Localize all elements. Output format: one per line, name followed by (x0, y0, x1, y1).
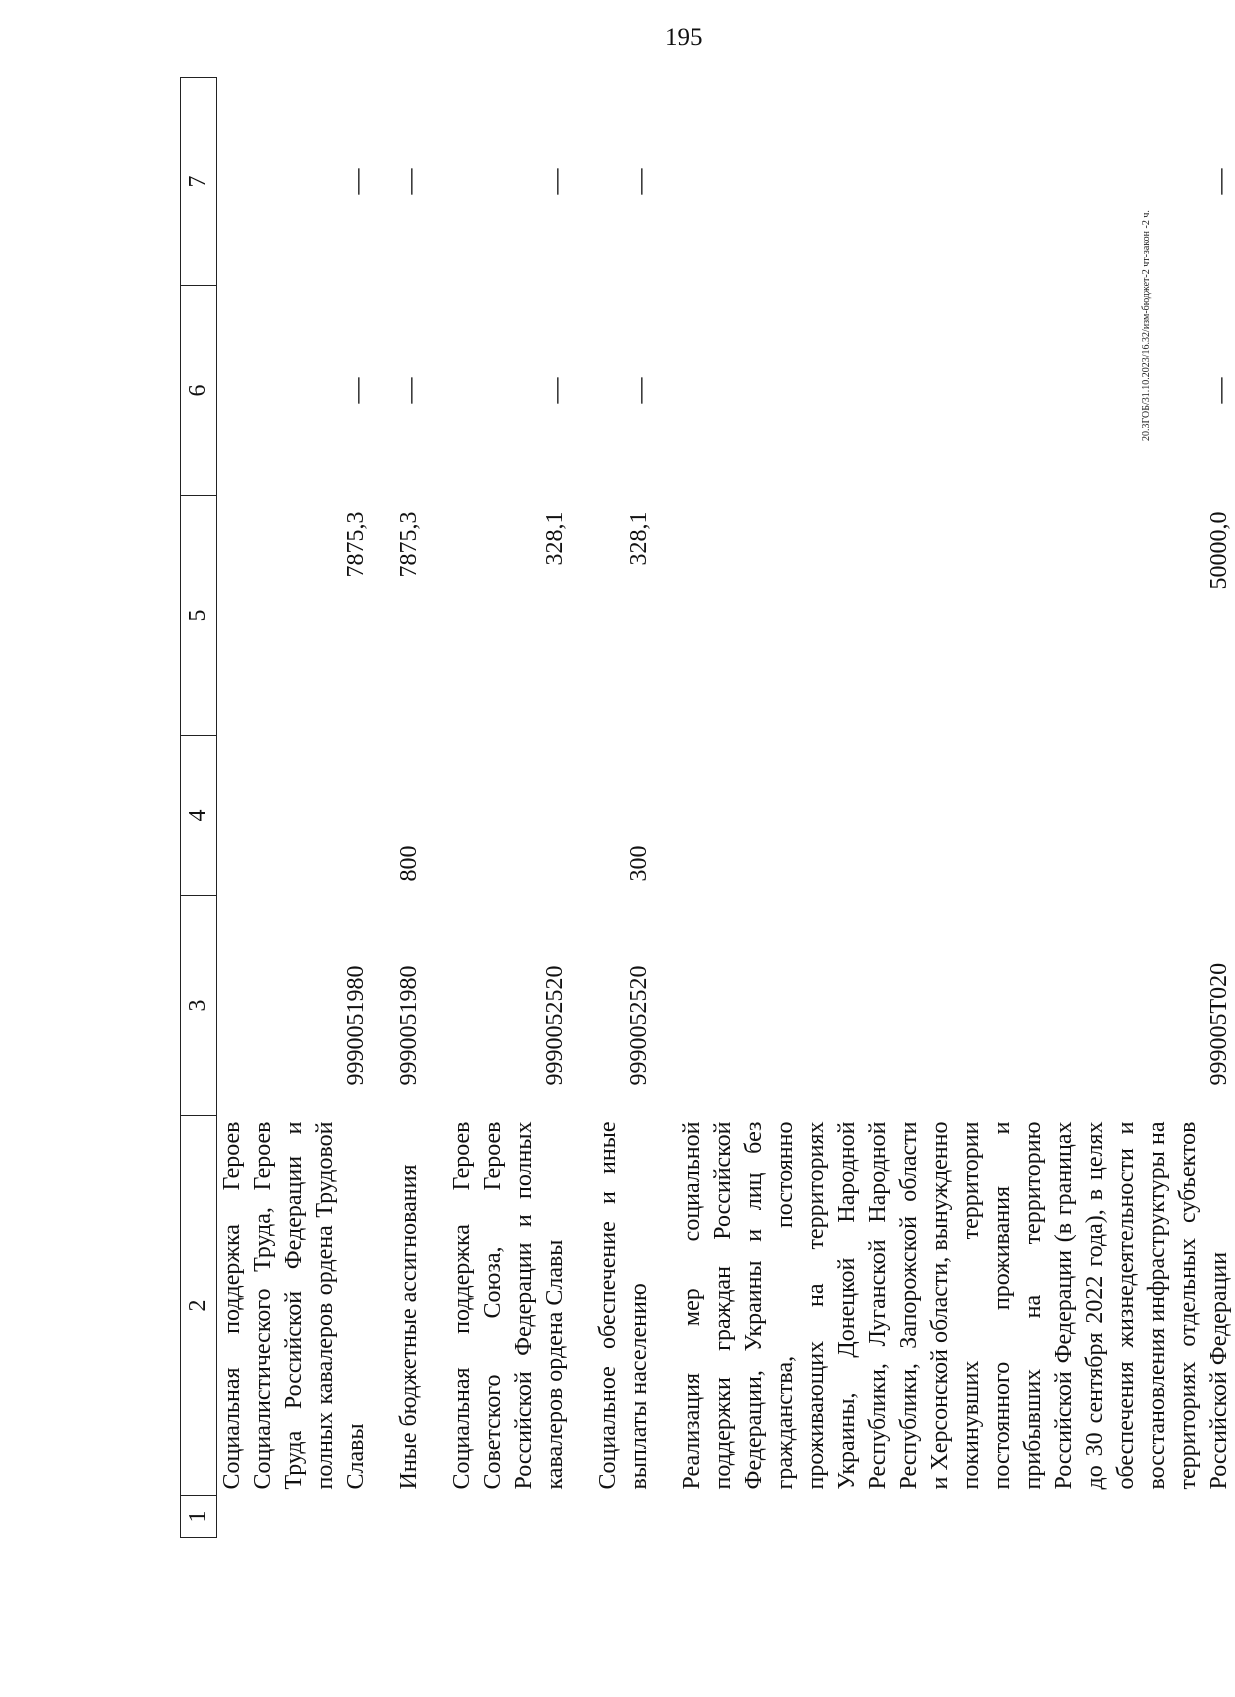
row-amount: 7875,3 (396, 511, 422, 578)
row-expense-type (677, 736, 1235, 896)
document-side-code-text: 20.3ГОБ/31.10.2023/16.32/изм-бюджет-2 чт-закон -2 ч. (1141, 210, 1152, 441)
table-row (394, 78, 425, 1538)
header-col-1: 1 (181, 1496, 217, 1538)
row-spacer (571, 78, 593, 1538)
row-target-code: 9990052520 (542, 965, 568, 1086)
row-description: Социальная поддержка Героев Социалистического Труда, Героев Труда Российской Федерации и полных кавалеров ордена Трудовой Славы (219, 1121, 369, 1490)
row-amount: 7875,3 (343, 511, 369, 578)
row-col-1 (447, 1496, 571, 1538)
row-col-7: — (1205, 168, 1234, 195)
row-description: Иные бюджетные ассигнования (396, 1164, 422, 1490)
row-col-6: — (395, 377, 424, 404)
table-row (593, 78, 655, 1538)
table-header-row (181, 78, 217, 1538)
page-number: 195 (665, 24, 703, 51)
header-col-5: 5 (181, 496, 217, 736)
header-col-7: 7 (181, 78, 217, 286)
row-col-6: — (342, 377, 371, 404)
row-amount: 328,1 (626, 511, 652, 566)
row-col-6: — (1205, 377, 1234, 404)
table-row (677, 78, 1235, 1538)
header-col-2: 2 (181, 1116, 217, 1496)
row-col-7: — (541, 168, 570, 195)
row-description: Реализация мер социальной поддержки граждан Российской Федерации, Украины и лиц без гражданства, постоянно проживающих на территориях Украины, Донецкой Народной Республики, Луганской Народной Республики, Запорожской области и Херсонской области, вынужденно покинувших территории постоянного проживания и прибывших на территорию Российской Федерации (в границах до 30 сентября 2022 года), в целях обеспечения жизнедеятельности и восстановления инфраструктуры на территориях отдельных субъектов Российской Федерации (679, 1121, 1232, 1490)
row-col-1 (394, 1496, 425, 1538)
row-col-6: — (541, 377, 570, 404)
budget-allocation-table (180, 77, 1235, 1538)
row-col-6: — (625, 377, 654, 404)
row-expense-type: 800 (396, 845, 422, 882)
table-row (447, 78, 571, 1538)
row-target-code: 9990052520 (626, 965, 652, 1086)
row-amount: 50000,0 (1206, 511, 1232, 590)
row-target-code: 999005Т020 (1206, 962, 1232, 1086)
row-col-7: — (342, 168, 371, 195)
row-description: Социальное обеспечение и иные выплаты населению (595, 1121, 652, 1490)
header-col-3: 3 (181, 896, 217, 1116)
header-col-4: 4 (181, 736, 217, 896)
row-col-1 (677, 1496, 1235, 1538)
row-spacer (372, 78, 394, 1538)
row-expense-type (217, 736, 373, 896)
row-target-code: 9990051980 (396, 965, 422, 1086)
row-col-7: — (395, 168, 424, 195)
row-col-1 (593, 1496, 655, 1538)
row-spacer (425, 78, 447, 1538)
row-target-code: 9990051980 (343, 965, 369, 1086)
row-col-7: — (625, 168, 654, 195)
header-col-6: 6 (181, 286, 217, 496)
row-col-1 (217, 1496, 373, 1538)
row-amount: 328,1 (542, 511, 568, 566)
row-expense-type (447, 736, 571, 896)
row-description: Социальная поддержка Героев Советского Союза, Героев Российской Федерации и полных кавалеров ордена Славы (449, 1121, 568, 1490)
table-row (217, 78, 373, 1538)
row-spacer (655, 78, 677, 1538)
row-expense-type: 300 (626, 845, 652, 882)
